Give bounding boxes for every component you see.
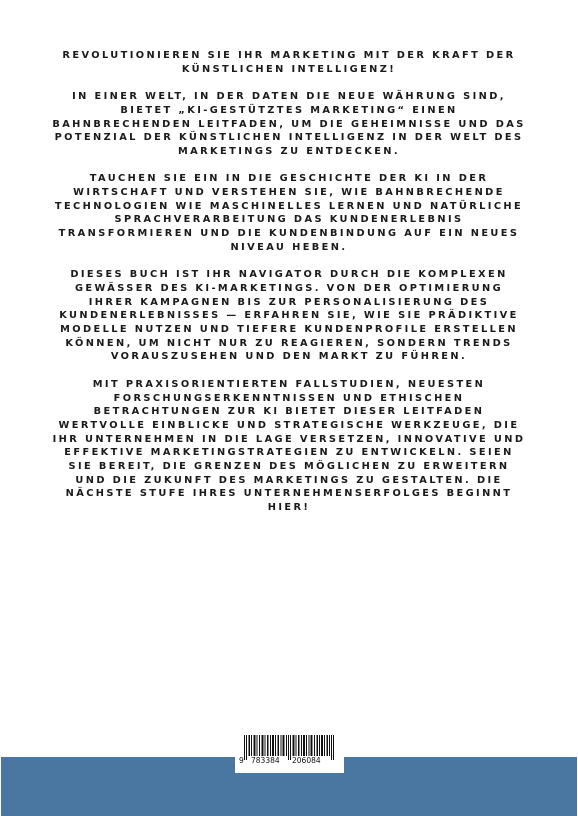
blurb-paragraph-3: DIESES BUCH IST IHR NAVIGATOR DURCH DIE KOMPLEXEN GEWÄSSER DES KI-MARKETINGS. VON DER OPTIMIERUNG IHRER KAMPAGNEN BIS ZUR PERSONALISIERUNG DES KUNDENERLEBNISSES — ERFAHREN SIE, WIE SIE PRÄDIKTIVE MODELLE NUTZEN UND TIEFERE KUNDENPROFILE ERSTELLEN KÖNNEN, UM NICHT NUR ZU REAGIEREN, SONDERN TRENDS VORAUSZUSEHEN UND DEN MARKT ZU FÜHREN. [59, 269, 519, 363]
barcode-bars [235, 731, 344, 773]
barcode-right-digits: 206084 [292, 756, 321, 765]
barcode-prefix-digit: 9 [239, 756, 244, 765]
blurb-text [50, 49, 528, 529]
barcode-left-digits: 783384 [251, 756, 280, 765]
blurb-headline: REVOLUTIONIEREN SIE IHR MARKETING MIT DER KRAFT DER KÜNSTLICHEN INTELLIGENZ! [62, 50, 516, 75]
isbn-barcode [235, 731, 344, 773]
blurb-paragraph-2: TAUCHEN SIE EIN IN DIE GESCHICHTE DER KI IN DER WIRTSCHAFT UND VERSTEHEN SIE, WIE BAHNBRECHENDE TECHNOLOGIEN WIE MASCHINELLES LERNEN UND NATÜRLICHE SPRACHVERARBEITUNG DAS KUNDENERLEBNIS TRANSFORMIEREN UND DIE KUNDENBINDUNG AUF EIN NEUES NIVEAU HEBEN. [54, 173, 524, 253]
blurb-paragraph-1: IN EINER WELT, IN DER DATEN DIE NEUE WÄHRUNG SIND, BIETET „KI-GESTÜTZTES MARKETING“ EINEN BAHNBRECHENDEN LEITFADEN, UM DIE GEHEIMNISSE UND DAS POTENZIAL DER KÜNSTLICHEN INTELLIGENZ IN DER WELT DES MARKETINGS ZU ENTDECKEN. [52, 91, 526, 157]
blurb-paragraph-4: MIT PRAXISORIENTIERTEN FALLSTUDIEN, NEUESTEN FORSCHUNGSERKENNTNISSEN UND ETHISCHEN BETRACHTUNGEN ZUR KI BIETET DIESER LEITFADEN WERTVOLLE EINBLICKE UND STRATEGISCHE WERKZEUGE, DIE IHR UNTERNEHMEN IN DIE LAGE VERSETZEN, INNOVATIVE UND EFFEKTIVE MARKETINGSTRATEGIEN ZU ENTWICKELN. SEIEN SIE BEREIT, DIE GRENZEN DES MÖGLICHEN ZU ERWEITERN UND DIE ZUKUNFT DES MARKETINGS ZU GESTALTEN. DIE NÄCHSTE STUFE IHRES UNTERNEHMENSERFOLGES BEGINNT HIER! [52, 378, 526, 514]
